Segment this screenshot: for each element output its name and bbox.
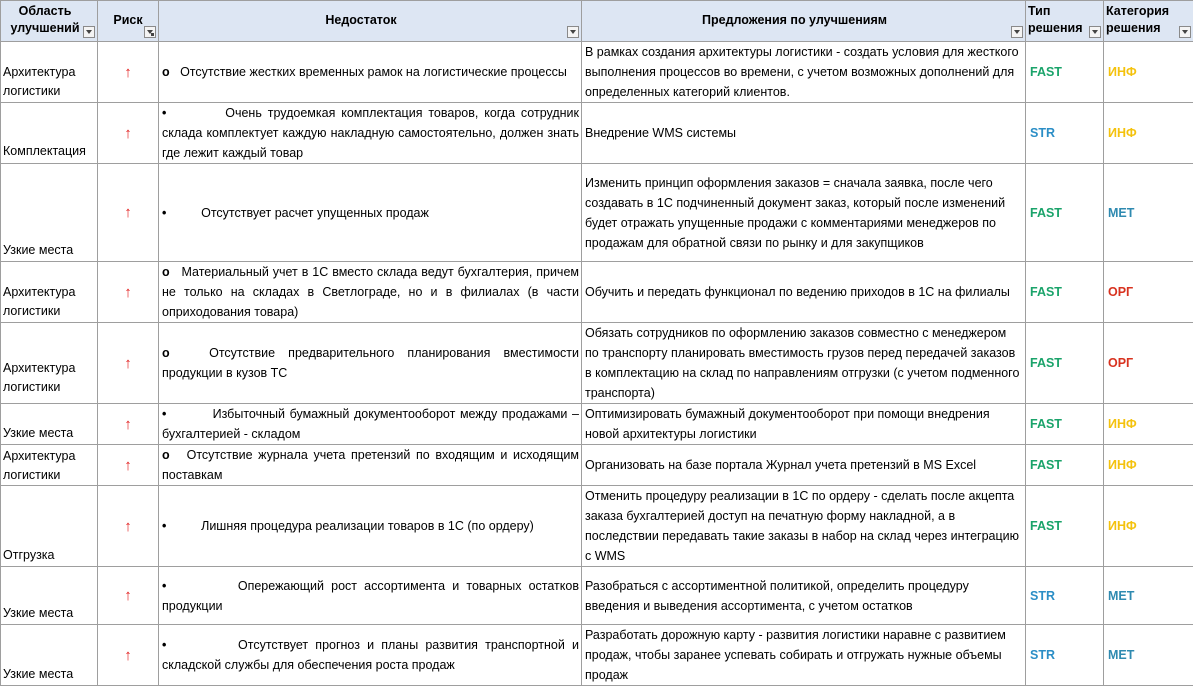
issue-text: Отсутствие журнала учета претензий по входящим и исходящим поставкам (162, 448, 579, 482)
risk-cell[interactable] (98, 567, 159, 625)
arrow-up-icon: ↑ (124, 125, 132, 142)
issue-text: Отсутствует расчет упущенных продаж (201, 206, 429, 220)
category-value: МЕТ (1108, 589, 1134, 603)
type-value: FAST (1030, 65, 1062, 79)
type-cell[interactable] (1026, 164, 1104, 262)
type-value: FAST (1030, 285, 1062, 299)
area-cell[interactable] (1, 404, 98, 445)
header-issue (159, 1, 582, 42)
issue-text: Отсутствие предварительного планирования вместимости продукции в кузов ТС (162, 346, 579, 380)
category-value: ИНФ (1108, 65, 1137, 79)
type-value: STR (1030, 126, 1055, 140)
suggestion-text: Обучить и передать функционал по ведению приходов в 1С на филиалы (585, 285, 1010, 299)
type-value: STR (1030, 589, 1055, 603)
area-cell[interactable] (1, 445, 98, 486)
risk-cell[interactable] (98, 625, 159, 686)
type-cell[interactable] (1026, 103, 1104, 164)
issue-text: Очень трудоемкая комплектация товаров, когда сотрудник склада комплектует каждую накладную самостоятельно, должен знать где лежит каждый товар (162, 106, 579, 160)
suggestion-cell[interactable] (582, 42, 1026, 103)
area-cell[interactable] (1, 625, 98, 686)
type-value: FAST (1030, 417, 1062, 431)
suggestion-cell[interactable] (582, 103, 1026, 164)
header-risk-label: Риск (98, 12, 158, 29)
area-cell[interactable] (1, 42, 98, 103)
suggestion-cell[interactable] (582, 445, 1026, 486)
category-value: ИНФ (1108, 126, 1137, 140)
bullet-icon: • (162, 106, 166, 120)
issue-cell[interactable] (159, 103, 582, 164)
bullet-icon: • (162, 638, 166, 652)
suggestion-text: Изменить принцип оформления заказов = сначала заявка, после чего создавать в 1С подчиненный документ заказ, который после изменений будет отражать упущенные продажи с комментариями менеджеров по продажам для обратной связи по рынку и для закупщиков (585, 176, 1005, 250)
issue-cell[interactable] (159, 625, 582, 686)
arrow-up-icon: ↑ (124, 518, 132, 535)
category-value: ОРГ (1108, 285, 1133, 299)
category-cell[interactable] (1104, 164, 1193, 262)
header-category-label: Категория решения (1106, 3, 1176, 37)
type-cell[interactable] (1026, 404, 1104, 445)
suggestion-cell[interactable] (582, 323, 1026, 404)
category-value: ИНФ (1108, 458, 1137, 472)
type-value: FAST (1030, 458, 1062, 472)
issue-text: Опережающий рост ассортимента и товарных остатков продукции (162, 579, 579, 613)
suggestion-text: Разработать дорожную карту - развития логистики наравне с развитием продаж, чтобы заранее успевать собирать и отгружать нужные объемы продаж (585, 628, 1006, 682)
type-cell[interactable] (1026, 445, 1104, 486)
arrow-up-icon: ↑ (124, 647, 132, 664)
header-risk (98, 1, 159, 42)
filter-dropdown-icon[interactable] (1011, 26, 1023, 38)
risk-cell[interactable] (98, 164, 159, 262)
table-row (1, 445, 1193, 486)
area-cell[interactable] (1, 323, 98, 404)
category-cell[interactable] (1104, 404, 1193, 445)
suggestion-cell[interactable] (582, 486, 1026, 567)
header-area-label: Область улучшений (7, 3, 83, 37)
area-text: Архитектура логистики (3, 283, 97, 321)
area-text: Архитектура логистики (1, 445, 97, 485)
suggestion-text: Организовать на базе портала Журнал учета претензий в MS Excel (585, 458, 976, 472)
filter-dropdown-icon[interactable] (1179, 26, 1191, 38)
table-row (1, 625, 1193, 686)
arrow-up-icon: ↑ (124, 457, 132, 474)
header-suggestions (582, 1, 1026, 42)
type-value: STR (1030, 648, 1055, 662)
suggestion-text: Оптимизировать бумажный документооборот при помощи внедрения новой архитектуры логистики (585, 407, 990, 441)
header-area (1, 1, 98, 42)
filter-active-icon[interactable] (144, 26, 156, 38)
area-text: Узкие места (3, 241, 73, 260)
risk-cell[interactable] (98, 404, 159, 445)
risk-cell[interactable] (98, 486, 159, 567)
category-cell[interactable] (1104, 103, 1193, 164)
bullet-icon: • (162, 579, 166, 593)
header-suggestions-label: Предложения по улучшениям (582, 12, 1007, 29)
category-cell[interactable] (1104, 42, 1193, 103)
bullet-icon: o (162, 265, 170, 279)
issue-cell[interactable] (159, 567, 582, 625)
suggestion-cell[interactable] (582, 164, 1026, 262)
table-row (1, 567, 1193, 625)
table-row (1, 103, 1193, 164)
suggestion-cell[interactable] (582, 567, 1026, 625)
issue-text: Материальный учет в 1С вместо склада ведут бухгалтерия, причем не только на складах в Светлограде, но и в филиалах (в части оприходования товара) (162, 265, 579, 319)
type-cell[interactable] (1026, 486, 1104, 567)
header-type (1026, 1, 1104, 42)
bullet-icon: o (162, 65, 170, 79)
suggestion-text: Разобраться с ассортиментной политикой, определить процедуру введения и выведения ассортимента, с учетом остатков (585, 579, 969, 613)
filter-dropdown-icon[interactable] (1089, 26, 1101, 38)
risk-cell[interactable] (98, 42, 159, 103)
area-text: Архитектура логистики (3, 63, 97, 101)
risk-cell[interactable] (98, 445, 159, 486)
category-value: ИНФ (1108, 519, 1137, 533)
issue-text: Отсутствует прогноз и планы развития транспортной и складской службы для обеспечения роста продаж (162, 638, 579, 672)
header-category (1104, 1, 1193, 42)
category-value: МЕТ (1108, 648, 1134, 662)
arrow-up-icon: ↑ (124, 284, 132, 301)
type-value: FAST (1030, 206, 1062, 220)
area-cell[interactable] (1, 567, 98, 625)
header-type-label: Тип решения (1028, 3, 1086, 37)
issue-cell[interactable] (159, 404, 582, 445)
table-row (1, 42, 1193, 103)
area-cell[interactable] (1, 262, 98, 323)
type-cell[interactable] (1026, 262, 1104, 323)
table-row (1, 262, 1193, 323)
bullet-icon: o (162, 448, 170, 462)
category-cell[interactable] (1104, 323, 1193, 404)
area-text: Архитектура логистики (3, 359, 97, 397)
area-text: Узкие места (3, 424, 73, 443)
category-value: ИНФ (1108, 417, 1137, 431)
suggestion-cell[interactable] (582, 625, 1026, 686)
table-row (1, 404, 1193, 445)
arrow-up-icon: ↑ (124, 587, 132, 604)
area-text: Отгрузка (3, 546, 55, 565)
risk-cell[interactable] (98, 262, 159, 323)
issue-text: Избыточный бумажный документооборот между продажами – бухгалтерией - складом (162, 407, 579, 441)
table-row (1, 486, 1193, 567)
suggestion-cell[interactable] (582, 404, 1026, 445)
bullet-icon: • (162, 407, 166, 421)
type-cell[interactable] (1026, 625, 1104, 686)
issue-cell[interactable] (159, 445, 582, 486)
category-value: ОРГ (1108, 356, 1133, 370)
area-cell[interactable] (1, 164, 98, 262)
table-row (1, 323, 1193, 404)
arrow-up-icon: ↑ (124, 416, 132, 433)
area-text: Узкие места (3, 604, 73, 623)
table-row (1, 164, 1193, 262)
header-issue-label: Недостаток (159, 12, 563, 29)
type-cell[interactable] (1026, 42, 1104, 103)
risk-cell[interactable] (98, 323, 159, 404)
suggestion-text: В рамках создания архитектуры логистики - создать условия для жесткого выполнения процессов во времени, с учетом возможных дополнений для определенных категорий клиентов. (585, 45, 1019, 99)
risk-cell[interactable] (98, 103, 159, 164)
suggestion-text: Обязать сотрудников по оформлению заказов совместно с менеджером по транспорту планировать вместимость грузов перед передачей заказов в комплектацию на склад по направлениям отгрузки (с учетом подменного транспорта) (585, 326, 1019, 400)
header-row (1, 1, 1193, 42)
category-cell[interactable] (1104, 567, 1193, 625)
area-text: Узкие места (3, 665, 73, 684)
bullet-icon: • (162, 206, 166, 220)
type-value: FAST (1030, 356, 1062, 370)
category-cell[interactable] (1104, 262, 1193, 323)
suggestion-cell[interactable] (582, 262, 1026, 323)
issue-cell[interactable] (159, 262, 582, 323)
arrow-up-icon: ↑ (124, 204, 132, 221)
bullet-icon: • (162, 519, 166, 533)
issue-text: Лишняя процедура реализации товаров в 1С (по ордеру) (201, 519, 534, 533)
category-cell[interactable] (1104, 486, 1193, 567)
arrow-up-icon: ↑ (124, 64, 132, 81)
issue-cell[interactable] (159, 42, 582, 103)
category-value: МЕТ (1108, 206, 1134, 220)
type-cell[interactable] (1026, 567, 1104, 625)
area-cell[interactable] (1, 103, 98, 164)
bullet-icon: o (162, 346, 170, 360)
category-cell[interactable] (1104, 625, 1193, 686)
area-cell[interactable] (1, 486, 98, 567)
filter-dropdown-icon[interactable] (567, 26, 579, 38)
issue-cell[interactable] (159, 323, 582, 404)
filter-dropdown-icon[interactable] (83, 26, 95, 38)
suggestion-text: Отменить процедуру реализации в 1С по ордеру - сделать после акцепта заказа бухгалтерией доступ на печатную форму накладной, а в последствии передавать такие заказы в набор на склад через интеграцию с WMS (585, 489, 1019, 563)
arrow-up-icon: ↑ (124, 355, 132, 372)
issue-text: Отсутствие жестких временных рамок на логистические процессы (180, 65, 567, 79)
type-cell[interactable] (1026, 323, 1104, 404)
issue-cell[interactable] (159, 486, 582, 567)
type-value: FAST (1030, 519, 1062, 533)
area-text: Комплектация (3, 142, 95, 161)
category-cell[interactable] (1104, 445, 1193, 486)
suggestion-text: Внедрение WMS системы (585, 126, 736, 140)
issue-cell[interactable] (159, 164, 582, 262)
